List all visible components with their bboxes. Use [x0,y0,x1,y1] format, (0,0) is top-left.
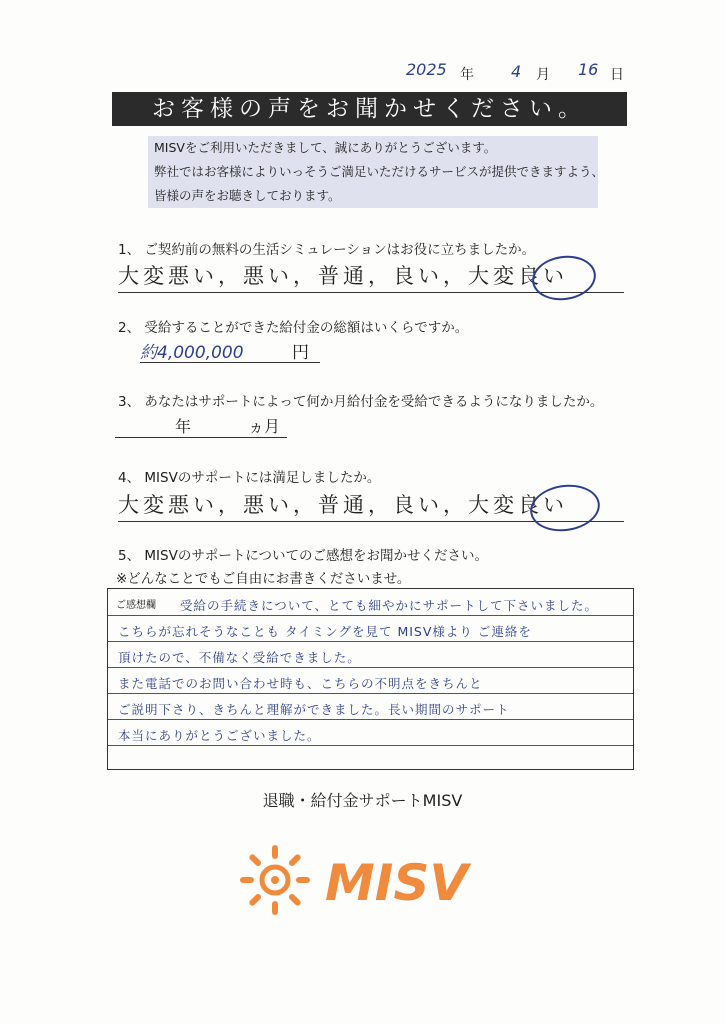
year-unit: 年 [460,67,474,83]
company-name: 退職・給付金サポートMISV [262,791,463,810]
sun-icon [240,845,310,915]
question-5-note: ※どんなことでもご自由にお書きくださいませ。 [116,571,411,587]
ruled-line [108,745,633,746]
question-2: 2、 受給することができた給付金の総額はいくらですか。 [118,320,469,336]
logo-text: MISV [325,854,469,912]
day-unit: 日 [610,67,624,83]
comment-line: 本当にありがとうございました。 [118,728,321,743]
ruled-line [108,693,633,694]
intro-line: 皆様の声をお聴きしております。 [154,188,341,203]
month-value: 4 [511,62,522,81]
question-2-answer: 約4,000,000 [140,343,244,363]
comment-line: こちらが忘れそうなことも タイミングを見て MISV様より ご連絡を [118,624,532,639]
comment-line: ご説明下さり、きちんと理解ができました。長い期間のサポート [118,702,510,717]
year-value: 2025 [406,60,447,79]
comment-line: 頂けたので、不備なく受給できました。 [118,650,361,665]
question-2-answer-line [140,338,320,363]
page-title: お客様の声をお聞かせください。 [112,92,627,126]
intro-line: MISVをご利用いただきまして、誠にありがとうございます。 [154,140,497,155]
ruled-line [108,615,633,616]
question-3: 3、 あなたはサポートによって何か月給付金を受給できるようになりましたか。 [118,394,604,410]
question-4-choices: 大変悪い，悪い，普通，良い，大変良い [118,489,624,522]
intro-line: 弊社ではお客様によりいっそうご満足いただけるサービスが提供できますよう、 [154,164,605,179]
question-1: 1、 ご契約前の無料の生活シミュレーションはお役に立ちましたか。 [118,242,536,258]
date-row [398,58,638,88]
misv-logo [230,835,510,925]
question-3-year-unit: 年 [175,417,192,436]
ruled-line [108,641,633,642]
question-5: 5、 MISVのサポートについてのご感想をお聞かせください。 [118,548,489,564]
month-unit: 月 [536,67,550,83]
day-value: 16 [578,60,599,79]
question-4: 4、 MISVのサポートには満足しましたか。 [118,470,381,486]
question-3-month-unit: ヵ月 [248,417,281,436]
question-1-choices: 大変悪い，悪い，普通，良い，大変良い [118,260,624,293]
comment-line: また電話でのお問い合わせ時も、こちらの不明点をきちんと [118,676,483,691]
comment-box [107,588,634,770]
question-2-unit: 円 [292,343,309,363]
comment-label: ご感想欄 [116,600,156,611]
ruled-line [108,667,633,668]
question-3-answer-line [115,413,287,438]
comment-line: 受給の手続きについて、とても細やかにサポートして下さいました。 [180,598,599,613]
intro-box [148,136,605,208]
ruled-line [108,719,633,720]
